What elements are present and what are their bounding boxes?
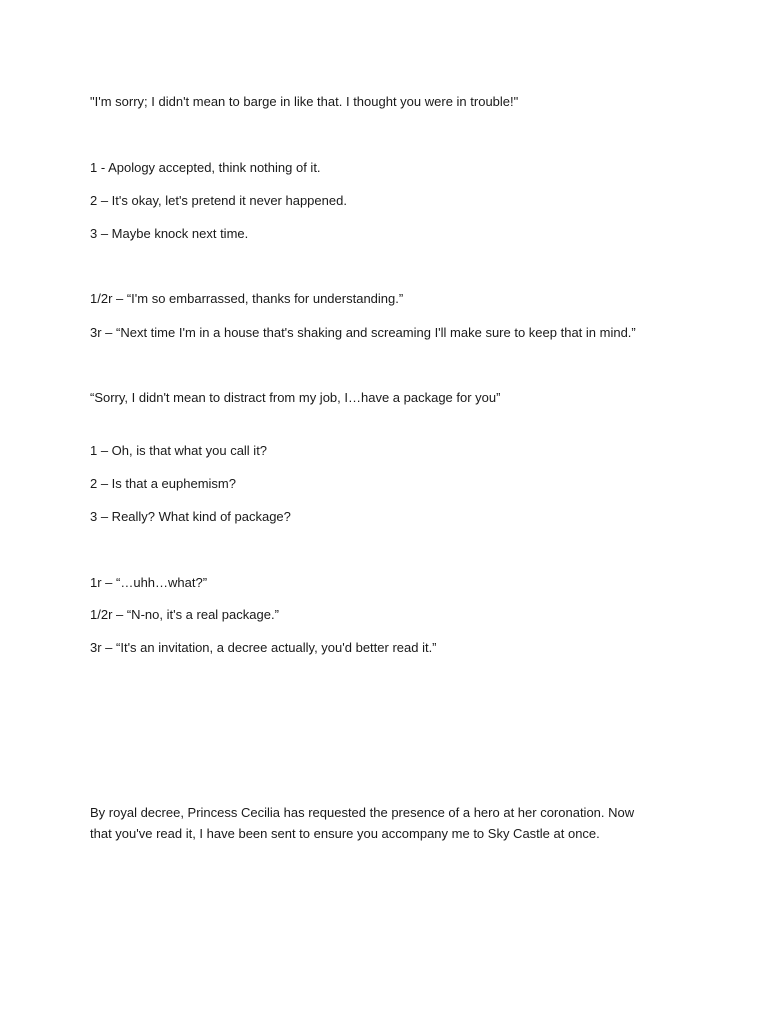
reply-1r: 1r – “…uhh…what?” (90, 575, 208, 590)
response-option-1: 1 - Apology accepted, think nothing of it. (90, 160, 321, 175)
reply-1-2r: 1/2r – “N-no, it's a real package.” (90, 607, 279, 622)
reply-3r: 3r – “Next time I'm in a house that's shaking and screaming I'll make sure to keep that in mind.” (90, 325, 636, 340)
dialogue-line-intro: "I'm sorry; I didn't mean to barge in like that. I thought you were in trouble!" (90, 94, 519, 109)
response-option-2: 2 – Is that a euphemism? (90, 476, 236, 491)
response-option-3: 3 – Really? What kind of package? (90, 509, 291, 524)
dialogue-line-package: “Sorry, I didn't mean to distract from my job, I…have a package for you” (90, 390, 501, 405)
reply-1-2r: 1/2r – “I'm so embarrassed, thanks for understanding.” (90, 291, 404, 306)
reply-3r: 3r – “It's an invitation, a decree actually, you'd better read it.” (90, 640, 437, 655)
response-option-2: 2 – It's okay, let's pretend it never happened. (90, 193, 347, 208)
royal-decree-paragraph: By royal decree, Princess Cecilia has requested the presence of a hero at her coronation. Now that you've read it, I have been sent to ensure you accompany me to Sky Castle at once. (90, 805, 635, 841)
response-option-1: 1 – Oh, is that what you call it? (90, 443, 268, 458)
response-option-3: 3 – Maybe knock next time. (90, 226, 249, 241)
